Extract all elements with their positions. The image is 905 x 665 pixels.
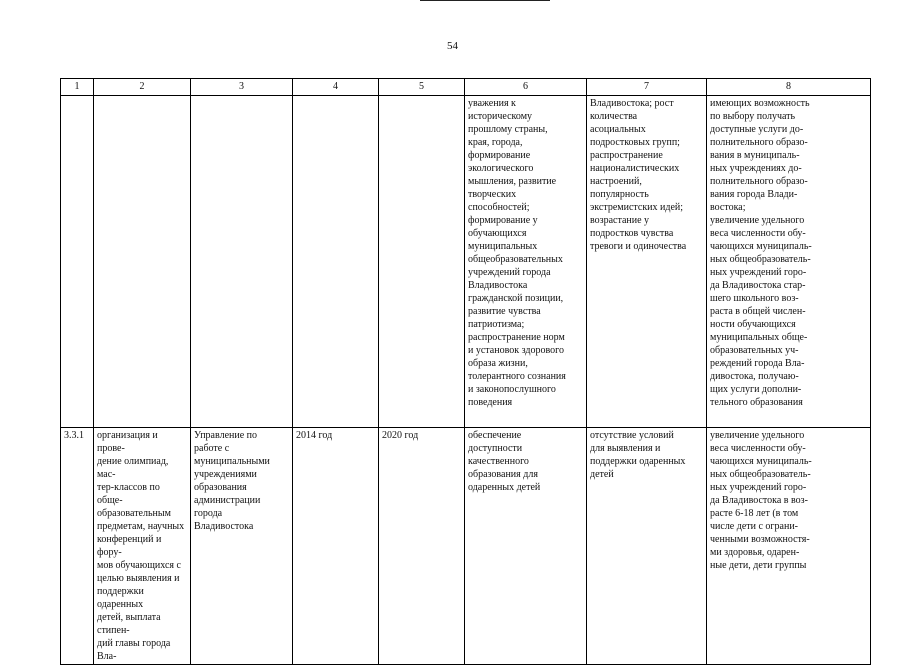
column-header: 4 (293, 79, 379, 96)
end-year-cell (379, 96, 465, 428)
responsible-cell (191, 96, 293, 428)
table-row (61, 96, 871, 428)
responsible-cell: Управление по работе с муниципальными учреждениями образования администрации города Владивостока (191, 428, 293, 665)
column-header: 7 (587, 79, 707, 96)
indicator-cell: имеющих возможность по выбору получать доступные услуги до- полнительного образо- вания в муниципаль- ных учреждениях до- полнительного образо- вания города Влади- востока; увеличение удельного веса численности обу- чающихся муниципаль- ных общеобразователь- ных учреждений горо- да Владивостока стар- шего школьного воз- раста в общей числен- ности обучающихся муниципальных обще- образовательных уч- реждений города Вла- дивостока, получаю- щих услуги дополни- тельного образования (707, 96, 871, 428)
column-header: 6 (465, 79, 587, 96)
expected-result-cell: обеспечение доступности качественного образования для одаренных детей (465, 428, 587, 665)
start-year-cell: 2014 год (293, 428, 379, 665)
column-header: 5 (379, 79, 465, 96)
expected-result-cell: уважения к историческому прошлому страны, края, города, формирование экологического мышления, развитие творческих способностей; формирование у обучающихся муниципальных общеобразовательных учреждений города Владивостока гражданской позиции, развитие чувства патриотизма; распространение норм и установок здорового образа жизни, толерантного сознания и законопослушного поведения (465, 96, 587, 428)
consequences-cell: Владивостока; рост количества асоциальных подростковых групп; распространение националистических настроений, популярность экстремистских идей; возрастание у подростков чувства тревоги и одиночества (587, 96, 707, 428)
activity-cell: организация и прове- дение олимпиад, мас- тер-классов по обще- образовательным предметам, научных конференций и фору- мов обучающихся с целью выявления и поддержки одаренных детей, выплата стипен- дий главы города Вла- (94, 428, 191, 665)
table-header-row (61, 79, 871, 96)
indicator-cell: увеличение удельного веса численности обу- чающихся муниципаль- ных общеобразователь- ных учреждений горо- да Владивостока в воз- расте 6-18 лет (в том числе дети с ограни- ченными возможностя- ми здоровья, одарен- ные дети, дети группы (707, 428, 871, 665)
column-header: 8 (707, 79, 871, 96)
start-year-cell (293, 96, 379, 428)
end-year-cell: 2020 год (379, 428, 465, 665)
item-number-cell (61, 96, 94, 428)
consequences-cell: отсутствие условий для выявления и поддержки одаренных детей (587, 428, 707, 665)
page-number: 54 (447, 40, 458, 52)
program-table (60, 78, 871, 665)
column-header: 1 (61, 79, 94, 96)
table-row (61, 428, 871, 665)
column-header: 3 (191, 79, 293, 96)
activity-cell (94, 96, 191, 428)
top-rule (420, 0, 550, 1)
column-header: 2 (94, 79, 191, 96)
item-number-cell: 3.3.1 (61, 428, 94, 665)
